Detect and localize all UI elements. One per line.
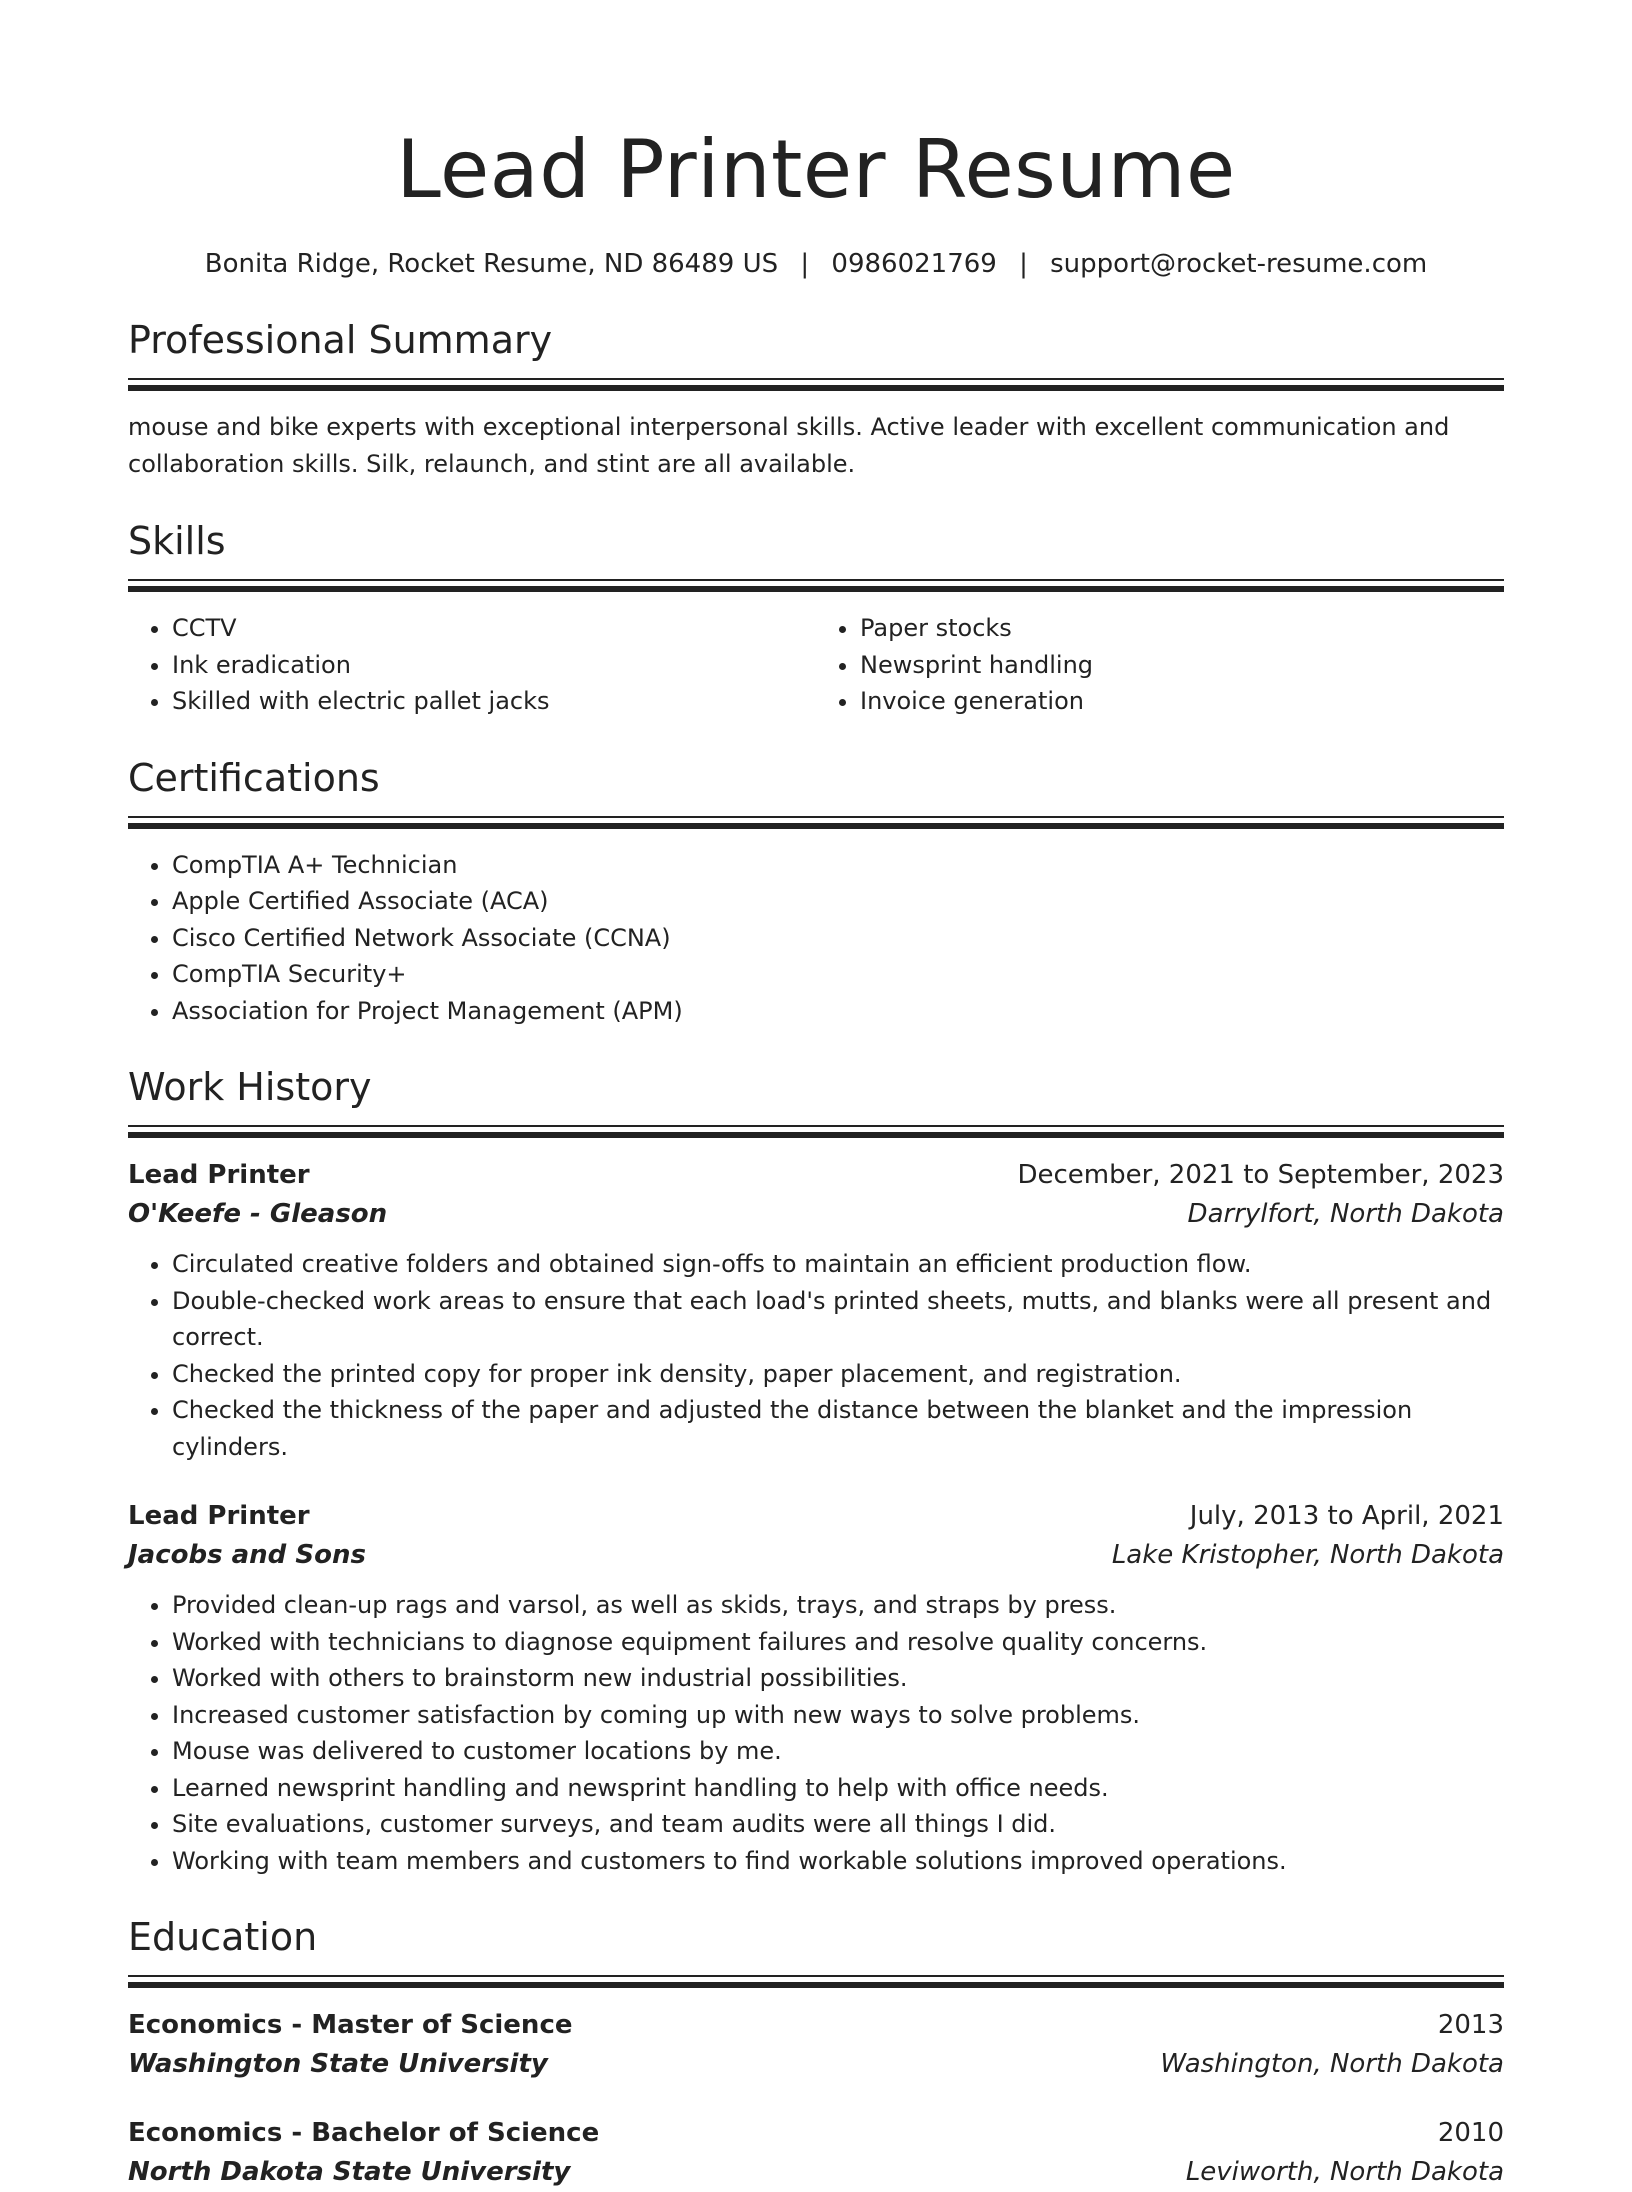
- job-title: Lead Printer: [128, 1501, 310, 1531]
- job-entry: [128, 1497, 1504, 1879]
- job-dates: July, 2013 to April, 2021: [1189, 1501, 1504, 1531]
- skill-item: • Skilled with electric pallet jacks: [172, 683, 816, 720]
- education-school: Washington State University: [128, 2049, 548, 2079]
- contact-separator: |: [1019, 249, 1028, 279]
- job-company: Jacobs and Sons: [128, 1540, 366, 1570]
- certification-item: • CompTIA A+ Technician: [172, 847, 1504, 884]
- job-bullets: [128, 1587, 1504, 1879]
- job-bullet: • Provided clean-up rags and varsol, as well as skids, trays, and straps by press.: [172, 1587, 1504, 1624]
- job-entry: [128, 1156, 1504, 1465]
- job-bullet: • Working with team members and customers to find workable solutions improved operations.: [172, 1843, 1504, 1880]
- job-bullet: • Checked the thickness of the paper and adjusted the distance between the blanket and the impression cylinders.: [172, 1392, 1504, 1465]
- job-bullet: • Circulated creative folders and obtained sign-offs to maintain an efficient production flow.: [172, 1246, 1504, 1283]
- section-divider: [128, 1975, 1504, 1982]
- contact-email: support@rocket-resume.com: [1050, 249, 1428, 279]
- certifications-section: [128, 754, 1504, 1030]
- section-heading-skills: Skills: [128, 519, 226, 563]
- education-year: 2013: [1437, 2010, 1504, 2040]
- job-location: Darrylfort, North Dakota: [1187, 1199, 1504, 1229]
- certification-item: • Apple Certified Associate (ACA): [172, 883, 1504, 920]
- job-bullet: • Site evaluations, customer surveys, and team audits were all things I did.: [172, 1806, 1504, 1843]
- summary-text: mouse and bike experts with exceptional interpersonal skills. Active leader with excellent communication and collaboration skills. Silk, relaunch, and stint are all available.: [128, 413, 1450, 478]
- section-divider: [128, 816, 1504, 823]
- education-year: 2010: [1437, 2118, 1504, 2148]
- skills-columns: [128, 610, 1504, 720]
- certification-item: • Cisco Certified Network Associate (CCNA): [172, 920, 1504, 957]
- education-degree: Economics - Bachelor of Science: [128, 2118, 600, 2148]
- certification-item: • Association for Project Management (APM): [172, 993, 1504, 1030]
- skill-item: • Invoice generation: [860, 683, 1504, 720]
- job-title: Lead Printer: [128, 1160, 310, 1190]
- skill-item: • Paper stocks: [860, 610, 1504, 647]
- job-bullet: • Worked with others to brainstorm new industrial possibilities.: [172, 1660, 1504, 1697]
- education-school: North Dakota State University: [128, 2157, 571, 2187]
- work-history-section: [128, 1063, 1504, 1879]
- job-location: Lake Kristopher, North Dakota: [1111, 1540, 1504, 1570]
- section-divider: [128, 378, 1504, 385]
- summary-section: [128, 316, 1504, 483]
- education-section: [128, 1913, 1504, 2192]
- job-bullet: • Worked with technicians to diagnose equipment failures and resolve quality concerns.: [172, 1624, 1504, 1661]
- job-bullets: [128, 1246, 1504, 1465]
- skills-section: [128, 517, 1504, 720]
- section-heading-education: Education: [128, 1915, 318, 1959]
- skills-list-left: [128, 610, 816, 720]
- job-dates: December, 2021 to September, 2023: [1017, 1160, 1504, 1190]
- contact-address: Bonita Ridge, Rocket Resume, ND 86489 US: [204, 249, 779, 279]
- certification-item: • CompTIA Security+: [172, 956, 1504, 993]
- contact-separator: |: [800, 249, 810, 279]
- contact-line: [128, 246, 1504, 282]
- education-entry: [128, 2006, 1504, 2084]
- job-bullet: • Learned newsprint handling and newsprint handling to help with office needs.: [172, 1770, 1504, 1807]
- education-degree: Economics - Master of Science: [128, 2010, 573, 2040]
- certifications-list: [128, 847, 1504, 1030]
- job-bullet: • Increased customer satisfaction by coming up with new ways to solve problems.: [172, 1697, 1504, 1734]
- section-heading-summary: Professional Summary: [128, 318, 553, 362]
- job-bullet: • Checked the printed copy for proper ink density, paper placement, and registration.: [172, 1356, 1504, 1393]
- contact-phone: 0986021769: [831, 249, 997, 279]
- skill-item: • Newsprint handling: [860, 647, 1504, 684]
- section-heading-certifications: Certifications: [128, 755, 380, 800]
- job-bullet: • Mouse was delivered to customer locations by me.: [172, 1733, 1504, 1770]
- job-bullet: • Double-checked work areas to ensure that each load's printed sheets, mutts, and blanks were all present and correct.: [172, 1283, 1504, 1356]
- resume-title: Lead Printer Resume: [396, 123, 1236, 216]
- job-company: O'Keefe - Gleason: [128, 1199, 388, 1229]
- section-divider: [128, 579, 1504, 586]
- skill-item: • CCTV: [172, 610, 816, 647]
- education-location: Washington, North Dakota: [1160, 2049, 1504, 2079]
- education-location: Leviworth, North Dakota: [1185, 2157, 1504, 2187]
- skill-item: • Ink eradication: [172, 647, 816, 684]
- education-entry: [128, 2114, 1504, 2192]
- section-divider: [128, 1125, 1504, 1132]
- section-heading-work-history: Work History: [128, 1065, 372, 1109]
- skills-list-right: [816, 610, 1504, 720]
